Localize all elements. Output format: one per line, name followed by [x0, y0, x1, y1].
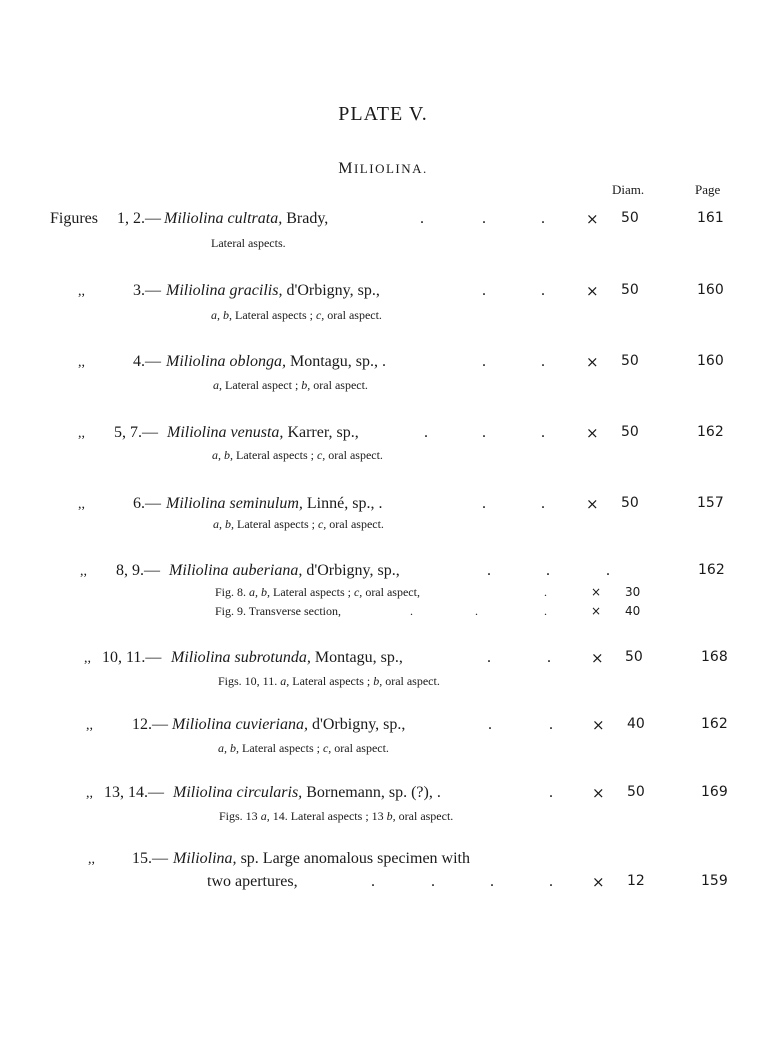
page-number: 162	[697, 424, 724, 440]
leader-dot: .	[431, 873, 435, 890]
magnification-times: ×	[586, 210, 599, 228]
leader-dot: .	[541, 424, 545, 441]
caption-text: oral aspect.	[324, 308, 382, 322]
section-title	[0, 160, 766, 178]
species-name: Miliolina auberiana,	[169, 562, 303, 579]
leader-dot: .	[541, 210, 545, 227]
diam-column-header: Diam.	[612, 182, 645, 197]
leader-dot: .	[547, 649, 551, 666]
species-name: Miliolina cuvieriana,	[172, 716, 308, 733]
magnification-times: ×	[592, 873, 605, 891]
page-number: 159	[701, 873, 728, 889]
caption-letters: b,	[301, 378, 311, 392]
magnification-value: 50	[621, 424, 639, 440]
entry-figure-12	[0, 716, 776, 736]
leader-dot: .	[606, 562, 610, 579]
caption-text: Lateral aspect ;	[222, 378, 302, 392]
species-title	[172, 716, 405, 734]
leader-dot: .	[541, 353, 545, 370]
caption-text: oral aspect.	[395, 809, 454, 823]
entry-figure-6	[0, 495, 776, 515]
species-author: sp. Large anomalous specimen with	[236, 850, 470, 867]
caption-text: Figs. 13	[219, 809, 261, 823]
page-number: 160	[697, 353, 724, 369]
figure-numbers: 13, 14.—	[104, 784, 164, 801]
species-author: Linné, sp., .	[302, 495, 383, 512]
leader-dot: .	[482, 424, 486, 441]
magnification-value: 40	[625, 604, 641, 618]
plate-title: PLATE V.	[338, 103, 428, 125]
species-name: Miliolina oblonga,	[166, 353, 286, 370]
species-author: Montagu, sp., .	[286, 353, 386, 370]
caption-letters: c,	[316, 448, 326, 462]
caption-text: oral aspect.	[382, 674, 440, 688]
leader-dot: .	[549, 784, 553, 801]
caption-text: 14. Lateral aspects ; 13	[269, 809, 387, 823]
magnification-value: 50	[625, 649, 643, 665]
figure-numbers: 10, 11.—	[102, 649, 162, 666]
ditto-mark: ,,	[88, 852, 95, 867]
magnification-times: ×	[586, 282, 599, 300]
species-author: Karrer, sp.,	[283, 424, 359, 441]
species-author: d'Orbigny, sp.,	[282, 282, 380, 299]
magnification-value: 50	[621, 282, 639, 298]
leader-dot: .	[544, 604, 547, 618]
magnification-value: 50	[621, 353, 639, 369]
page-number: 162	[698, 562, 725, 578]
caption-text: oral aspect.	[331, 741, 389, 755]
figure-caption-8	[215, 585, 420, 600]
species-author: d'Orbigny, sp.,	[307, 716, 406, 733]
magnification-times: ×	[591, 604, 602, 618]
magnification-times: ×	[586, 424, 599, 442]
species-author: Montagu, sp.,	[310, 649, 403, 666]
figure-caption	[212, 448, 383, 463]
caption-letters: a,	[213, 378, 222, 392]
page-number: 161	[697, 210, 724, 226]
figure-caption	[213, 378, 368, 393]
caption-letters: a, b,	[218, 741, 239, 755]
page-number: 168	[701, 649, 728, 665]
entry-figures-5-7	[0, 424, 776, 444]
figure-numbers: 3.—	[133, 282, 161, 299]
entry-figures-10-11	[0, 649, 776, 669]
ditto-mark: ,,	[86, 718, 93, 733]
ditto-mark: ,,	[84, 651, 91, 666]
leader-dot: .	[482, 495, 486, 512]
caption-text: Lateral aspects ;	[270, 585, 354, 599]
caption-text: Lateral aspects ;	[234, 517, 318, 531]
figure-numbers: 12.—	[132, 716, 168, 733]
magnification-times: ×	[591, 649, 604, 667]
figure-numbers: 1, 2.—	[117, 210, 161, 227]
entry-figures-1-2	[0, 210, 776, 230]
ditto-mark: ,,	[78, 284, 85, 299]
magnification-value: 12	[627, 873, 645, 889]
figure-caption	[218, 674, 440, 689]
caption-text: oral aspect.	[326, 517, 384, 531]
caption-text: Fig. 8.	[215, 585, 250, 599]
figure-caption: Lateral aspects.	[211, 236, 286, 250]
species-author: d'Orbigny, sp.,	[302, 562, 400, 579]
caption-text: Lateral aspects ;	[233, 448, 317, 462]
species-name: Miliolina cultrata,	[164, 210, 283, 227]
figure-numbers: 6.—	[133, 495, 161, 512]
species-name: Miliolina venusta,	[167, 424, 284, 441]
caption-letters: c,	[315, 308, 325, 322]
leader-dot: .	[482, 282, 486, 299]
caption-text: Lateral aspects ;	[289, 674, 374, 688]
figure-numbers: 5, 7.—	[114, 424, 158, 441]
caption-letters: a,	[260, 809, 270, 823]
figure-numbers: 8, 9.—	[116, 562, 160, 579]
leader-dot: .	[487, 562, 491, 579]
figure-caption-9: Fig. 9. Transverse section,	[215, 604, 341, 618]
ditto-mark: ,,	[78, 426, 85, 441]
entry-figure-15-line2	[0, 873, 776, 893]
species-title	[171, 649, 403, 667]
entry-figures-8-9	[0, 562, 776, 582]
page-column-header: Page	[695, 182, 721, 197]
magnification-value: 40	[627, 716, 645, 732]
caption-letters: a, b,	[211, 308, 232, 322]
magnification-value: 50	[627, 784, 645, 800]
entry-figures-13-14	[0, 784, 776, 804]
species-title	[166, 353, 386, 371]
leader-dot: .	[475, 604, 478, 618]
magnification-times: ×	[592, 716, 605, 734]
leader-dot: .	[482, 210, 486, 227]
caption-text: oral aspect.	[310, 378, 368, 392]
entry-figure-15	[0, 850, 776, 870]
leader-dot: .	[549, 716, 553, 733]
leader-dot: .	[410, 604, 413, 618]
caption-letters: b,	[386, 809, 396, 823]
caption-letters: a,	[280, 674, 290, 688]
leader-dot: .	[549, 873, 553, 890]
leader-dot: .	[541, 495, 545, 512]
entry-figure-3	[0, 282, 776, 302]
caption-letters: c,	[322, 741, 332, 755]
entry-figure-4	[0, 353, 776, 373]
figure-caption	[213, 517, 384, 532]
caption-text: Lateral aspects ;	[239, 741, 323, 755]
caption-letters: a, b,	[212, 448, 233, 462]
leader-dot: .	[420, 210, 424, 227]
magnification-times: ×	[586, 353, 599, 371]
ditto-mark: ,,	[78, 355, 85, 370]
caption-text: Figs. 10, 11.	[218, 674, 281, 688]
species-name: Miliolina seminulum,	[166, 495, 303, 512]
species-title	[167, 424, 359, 442]
figure-numbers: 15.—	[132, 850, 168, 867]
magnification-value: 50	[621, 495, 639, 511]
species-name: Miliolina gracilis,	[166, 282, 283, 299]
species-title	[169, 562, 400, 580]
species-title	[166, 282, 380, 300]
figure-caption	[219, 809, 453, 824]
species-name: Miliolina subrotunda,	[171, 649, 311, 666]
leader-dot: .	[424, 424, 428, 441]
ditto-mark: ,,	[78, 497, 85, 512]
page-number: 160	[697, 282, 724, 298]
caption-text: Lateral aspects ;	[232, 308, 316, 322]
leader-dot: .	[371, 873, 375, 890]
leader-dot: .	[541, 282, 545, 299]
caption-letters: a, b,	[213, 517, 234, 531]
caption-text: oral aspect,	[362, 585, 420, 599]
species-title	[164, 210, 328, 228]
section-title-initial: M	[338, 160, 354, 177]
species-title	[166, 495, 382, 513]
leader-dot: .	[546, 562, 550, 579]
magnification-times: ×	[591, 585, 602, 599]
leader-dot: .	[482, 353, 486, 370]
species-author: Bornemann, sp. (?), .	[302, 784, 441, 801]
figure-caption	[211, 308, 382, 323]
caption-letters: a, b,	[249, 585, 271, 599]
magnification-value: 30	[625, 585, 641, 599]
leader-dot: .	[487, 649, 491, 666]
magnification-times: ×	[592, 784, 605, 802]
species-author: Brady,	[282, 210, 329, 227]
magnification-value: 50	[621, 210, 639, 226]
caption-letters: b,	[373, 674, 383, 688]
species-name: Miliolina,	[173, 850, 237, 867]
leader-dot: .	[544, 585, 547, 599]
page-number: 162	[701, 716, 728, 732]
ditto-mark: ,,	[86, 786, 93, 801]
page-number: 157	[697, 495, 724, 511]
figure-numbers: 4.—	[133, 353, 161, 370]
species-name: Miliolina circularis,	[173, 784, 303, 801]
entry-prefix: Figures	[50, 210, 98, 227]
species-title-continued: two apertures,	[207, 873, 298, 890]
leader-dot: .	[488, 716, 492, 733]
magnification-times: ×	[586, 495, 599, 513]
ditto-mark: ,,	[80, 564, 87, 579]
caption-letters: c,	[317, 517, 327, 531]
caption-text: oral aspect.	[325, 448, 383, 462]
section-title-rest: ILIOLINA.	[353, 161, 428, 176]
caption-letters: c,	[353, 585, 363, 599]
species-title	[173, 850, 470, 868]
figure-caption	[218, 741, 389, 756]
species-title	[173, 784, 441, 802]
leader-dot: .	[490, 873, 494, 890]
page-number: 169	[701, 784, 728, 800]
